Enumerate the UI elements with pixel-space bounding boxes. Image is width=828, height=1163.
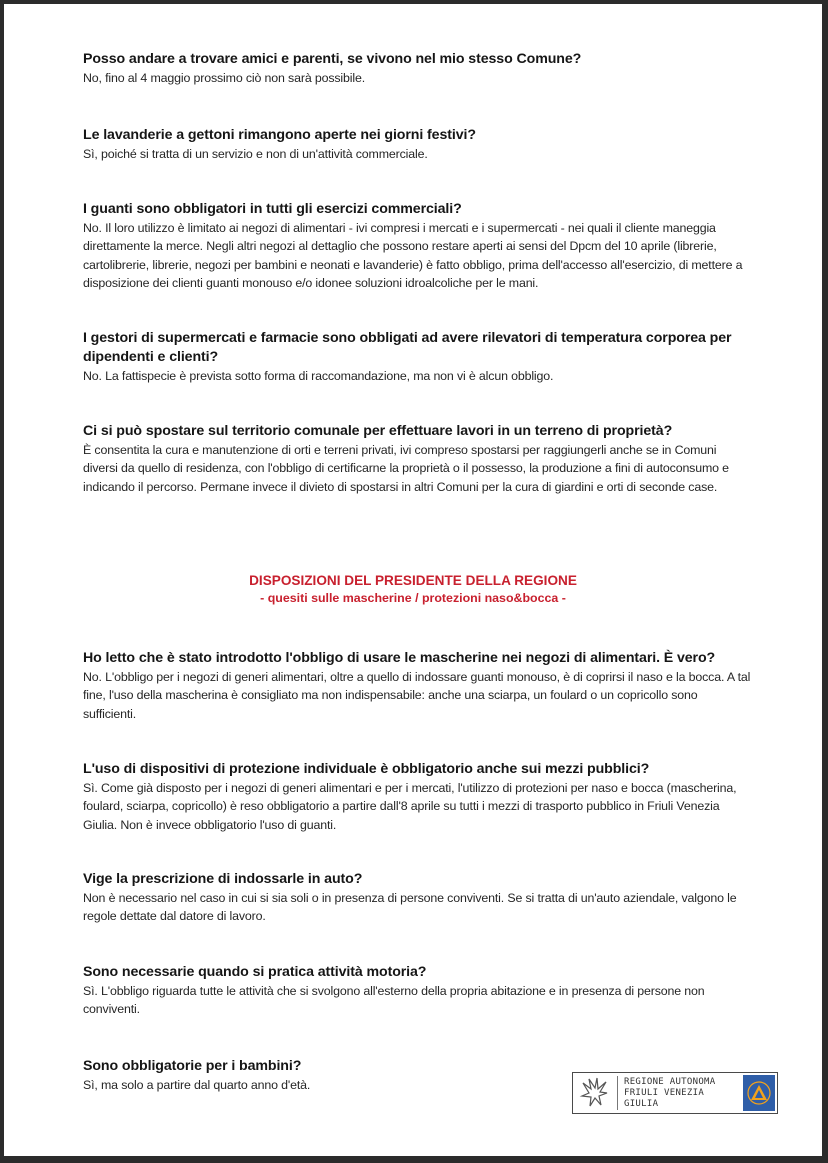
question: I guanti sono obbligatori in tutti gli esercizi commerciali? bbox=[83, 201, 462, 217]
faq-item bbox=[83, 870, 751, 926]
answer: Sì, ma solo a partire dal quarto anno d'età. bbox=[83, 1078, 311, 1092]
question: I gestori di supermercati e farmacie sono obbligati ad avere rilevatori di temperatura corporea per dipendenti e clienti? bbox=[83, 330, 732, 365]
document-page bbox=[4, 4, 822, 1156]
logo-line-2: FRIULI VENEZIA GIULIA bbox=[624, 1087, 705, 1109]
question: L'uso di dispositivi di protezione individuale è obbligatorio anche sui mezzi pubblici? bbox=[83, 761, 650, 777]
faq-item bbox=[83, 50, 751, 87]
answer: È consentita la cura e manutenzione di orti e terreni privati, ivi compreso spostarsi per raggiungerli anche se in Comuni diversi da quello di residenza, con l'obbligo di certificarne la proprietà o il possesso, la produzione a fini di autoconsumo e indicando il percorso. Permane invece il divieto di spostarsi in altri Comuni per la cura di giardini e orti di seconde case. bbox=[83, 443, 729, 494]
faq-item bbox=[83, 329, 751, 385]
answer: No, fino al 4 maggio prossimo ciò non sarà possibile. bbox=[83, 71, 366, 85]
logo-text bbox=[624, 1077, 742, 1110]
civil-protection-triangle-icon bbox=[747, 1081, 771, 1105]
question: Ho letto che è stato introdotto l'obbligo di usare le mascherine nei negozi di alimentari. È vero? bbox=[83, 650, 716, 666]
logo-line-1: REGIONE AUTONOMA bbox=[624, 1076, 716, 1087]
civil-protection-badge bbox=[743, 1075, 775, 1111]
answer: No. La fattispecie è prevista sotto forma di raccomandazione, ma non vi è alcun obbligo. bbox=[83, 369, 554, 383]
question: Sono obbligatorie per i bambini? bbox=[83, 1058, 302, 1074]
question: Ci si può spostare sul territorio comunale per effettuare lavori in un terreno di proprietà? bbox=[83, 423, 673, 439]
faq-item bbox=[83, 422, 751, 496]
faq-item bbox=[83, 200, 751, 293]
answer: Sì. L'obbligo riguarda tutte le attività che si svolgono all'esterno della propria abitazione e in presenza di persone non conviventi. bbox=[83, 984, 705, 1017]
answer: Non è necessario nel caso in cui si sia soli o in presenza di persone conviventi. Se si tratta di un'auto aziendale, valgono le regole dettate dal datore di lavoro. bbox=[83, 891, 737, 924]
faq-item bbox=[83, 760, 751, 834]
question: Le lavanderie a gettoni rimangono aperte nei giorni festivi? bbox=[83, 127, 476, 143]
faq-item bbox=[83, 649, 751, 723]
answer: No. Il loro utilizzo è limitato ai negozi di alimentari - ivi compresi i mercati e i supermercati - nei quali il cliente maneggia direttamente la merce. Negli altri negozi al dettaglio che possono restare aperti ai sensi del Dpcm del 10 aprile (librerie, cartolibrerie, librerie, negozi per bambini e neonati e lavanderie) è fatto obbligo, prima dell'accesso all'esercizio, di mettere a disposizione dei clienti guanti monouso e/o idonee soluzioni idroalcoliche per le mani. bbox=[83, 221, 743, 291]
logo-divider bbox=[617, 1076, 618, 1110]
question: Sono necessarie quando si pratica attività motoria? bbox=[83, 964, 427, 980]
faq-item bbox=[83, 126, 751, 163]
answer: No. L'obbligo per i negozi di generi alimentari, oltre a quello di indossare guanti monouso, è di coprirsi il naso e la bocca. A tal fine, l'uso della mascherina è consigliato ma non indispensabile: anche una sciarpa, un foulard o un copricollo sono sufficienti. bbox=[83, 670, 751, 721]
faq-item bbox=[83, 1057, 553, 1094]
question: Vige la prescrizione di indossarle in auto? bbox=[83, 871, 363, 887]
section-subtitle: - quesiti sulle mascherine / protezioni naso&bocca - bbox=[260, 591, 566, 605]
answer: Sì. Come già disposto per i negozi di generi alimentari e per i mercati, l'utilizzo di protezioni per naso e bocca (mascherina, foulard, sciarpa, copricollo) è reso obbligatorio a partire dall'8 aprile su tutti i mezzi di trasporto pubblico in Friuli Venezia Giulia. Non è invece obbligatorio l'uso di guanti. bbox=[83, 781, 737, 832]
question: Posso andare a trovare amici e parenti, se vivono nel mio stesso Comune? bbox=[83, 51, 582, 67]
faq-item bbox=[83, 963, 751, 1019]
answer: Sì, poiché si tratta di un servizio e non di un'attività commerciale. bbox=[83, 147, 428, 161]
eagle-emblem-icon bbox=[577, 1075, 613, 1111]
section-title: DISPOSIZIONI DEL PRESIDENTE DELLA REGIONE bbox=[249, 573, 577, 588]
region-logo bbox=[572, 1072, 778, 1114]
section-heading bbox=[4, 571, 822, 607]
